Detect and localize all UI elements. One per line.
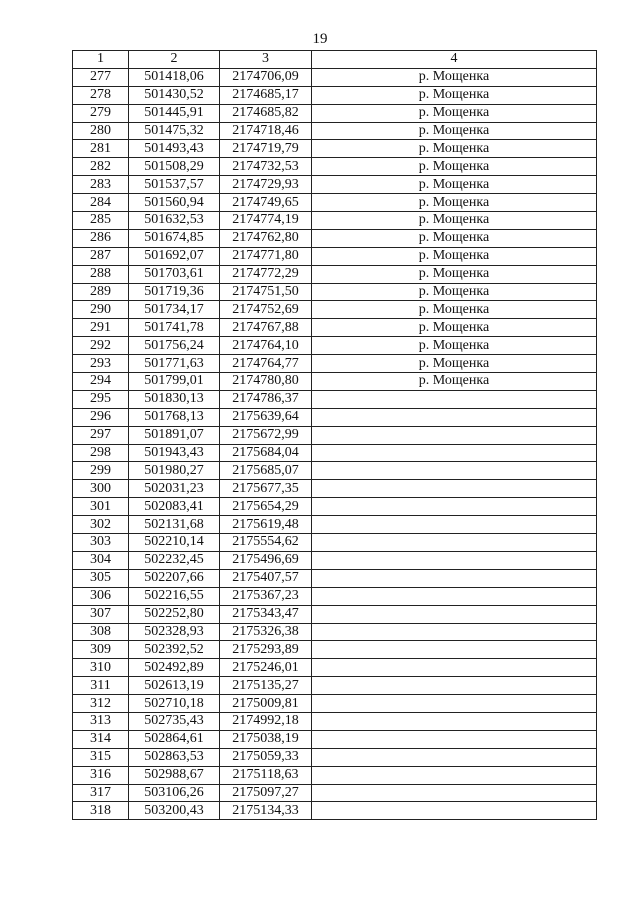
- x-coordinate-cell: 501980,27: [129, 462, 220, 480]
- table-row: [73, 355, 597, 373]
- point-number-cell: 277: [73, 68, 129, 86]
- point-number-cell: 314: [73, 730, 129, 748]
- point-number-cell: 283: [73, 176, 129, 194]
- point-number-cell: 297: [73, 426, 129, 444]
- x-coordinate-cell: 502131,68: [129, 516, 220, 534]
- x-coordinate-cell: 501493,43: [129, 140, 220, 158]
- x-coordinate-cell: 502328,93: [129, 623, 220, 641]
- y-coordinate-cell: 2174780,80: [220, 373, 312, 391]
- table-row: [73, 86, 597, 104]
- table-header-row: [73, 51, 597, 69]
- table-row: [73, 695, 597, 713]
- point-number-cell: 313: [73, 712, 129, 730]
- x-coordinate-cell: 501703,61: [129, 265, 220, 283]
- point-number-cell: 318: [73, 802, 129, 820]
- y-coordinate-cell: 2174706,09: [220, 68, 312, 86]
- y-coordinate-cell: 2175326,38: [220, 623, 312, 641]
- page-number: 19: [312, 31, 328, 47]
- y-coordinate-cell: 2175619,48: [220, 516, 312, 534]
- y-coordinate-cell: 2175496,69: [220, 551, 312, 569]
- point-number-cell: 306: [73, 587, 129, 605]
- x-coordinate-cell: 501830,13: [129, 390, 220, 408]
- x-coordinate-cell: 502613,19: [129, 677, 220, 695]
- description-cell: р. Мощенка: [312, 140, 597, 158]
- x-coordinate-cell: 501756,24: [129, 337, 220, 355]
- point-number-cell: 317: [73, 784, 129, 802]
- y-coordinate-cell: 2175407,57: [220, 569, 312, 587]
- y-coordinate-cell: 2174992,18: [220, 712, 312, 730]
- y-coordinate-cell: 2174749,65: [220, 194, 312, 212]
- point-number-cell: 312: [73, 695, 129, 713]
- table-row: [73, 551, 597, 569]
- y-coordinate-cell: 2175685,07: [220, 462, 312, 480]
- x-coordinate-cell: 501508,29: [129, 158, 220, 176]
- x-coordinate-cell: 501445,91: [129, 104, 220, 122]
- y-coordinate-cell: 2175009,81: [220, 695, 312, 713]
- point-number-cell: 293: [73, 355, 129, 373]
- y-coordinate-cell: 2174718,46: [220, 122, 312, 140]
- x-coordinate-cell: 501943,43: [129, 444, 220, 462]
- x-coordinate-cell: 503200,43: [129, 802, 220, 820]
- table-row: [73, 212, 597, 230]
- y-coordinate-cell: 2174771,80: [220, 247, 312, 265]
- description-cell: [312, 516, 597, 534]
- x-coordinate-cell: 503106,26: [129, 784, 220, 802]
- table-row: [73, 730, 597, 748]
- description-cell: [312, 784, 597, 802]
- y-coordinate-cell: 2175672,99: [220, 426, 312, 444]
- point-number-cell: 280: [73, 122, 129, 140]
- point-number-cell: 305: [73, 569, 129, 587]
- x-coordinate-cell: 501537,57: [129, 176, 220, 194]
- description-cell: р. Мощенка: [312, 104, 597, 122]
- description-cell: [312, 748, 597, 766]
- table-row: [73, 301, 597, 319]
- y-coordinate-cell: 2175135,27: [220, 677, 312, 695]
- y-coordinate-cell: 2174774,19: [220, 212, 312, 230]
- x-coordinate-cell: 501632,53: [129, 212, 220, 230]
- y-coordinate-cell: 2175293,89: [220, 641, 312, 659]
- y-coordinate-cell: 2175134,33: [220, 802, 312, 820]
- y-coordinate-cell: 2174764,10: [220, 337, 312, 355]
- x-coordinate-cell: 502216,55: [129, 587, 220, 605]
- table-row: [73, 104, 597, 122]
- description-cell: р. Мощенка: [312, 158, 597, 176]
- description-cell: [312, 551, 597, 569]
- point-number-cell: 291: [73, 319, 129, 337]
- x-coordinate-cell: 502863,53: [129, 748, 220, 766]
- y-coordinate-cell: 2175654,29: [220, 498, 312, 516]
- table-row: [73, 194, 597, 212]
- description-cell: [312, 712, 597, 730]
- table-row: [73, 140, 597, 158]
- table-row: [73, 766, 597, 784]
- description-cell: р. Мощенка: [312, 86, 597, 104]
- x-coordinate-cell: 502988,67: [129, 766, 220, 784]
- table-row: [73, 247, 597, 265]
- table-row: [73, 569, 597, 587]
- y-coordinate-cell: 2175343,47: [220, 605, 312, 623]
- description-cell: [312, 677, 597, 695]
- description-cell: р. Мощенка: [312, 176, 597, 194]
- point-number-cell: 301: [73, 498, 129, 516]
- table-row: [73, 229, 597, 247]
- table-row: [73, 408, 597, 426]
- description-cell: [312, 623, 597, 641]
- table-row: [73, 748, 597, 766]
- x-coordinate-cell: 502207,66: [129, 569, 220, 587]
- x-coordinate-cell: 501674,85: [129, 229, 220, 247]
- y-coordinate-cell: 2175639,64: [220, 408, 312, 426]
- y-coordinate-cell: 2175367,23: [220, 587, 312, 605]
- table-row: [73, 319, 597, 337]
- point-number-cell: 303: [73, 534, 129, 552]
- point-number-cell: 289: [73, 283, 129, 301]
- y-coordinate-cell: 2175038,19: [220, 730, 312, 748]
- x-coordinate-cell: 501692,07: [129, 247, 220, 265]
- y-coordinate-cell: 2174752,69: [220, 301, 312, 319]
- description-cell: р. Мощенка: [312, 319, 597, 337]
- description-cell: [312, 695, 597, 713]
- description-cell: [312, 766, 597, 784]
- point-number-cell: 296: [73, 408, 129, 426]
- point-number-cell: 292: [73, 337, 129, 355]
- table-row: [73, 659, 597, 677]
- description-cell: р. Мощенка: [312, 122, 597, 140]
- x-coordinate-cell: 502232,45: [129, 551, 220, 569]
- description-cell: [312, 641, 597, 659]
- y-coordinate-cell: 2174786,37: [220, 390, 312, 408]
- table-row: [73, 426, 597, 444]
- description-cell: [312, 480, 597, 498]
- point-number-cell: 300: [73, 480, 129, 498]
- description-cell: р. Мощенка: [312, 337, 597, 355]
- table-row: [73, 265, 597, 283]
- description-cell: [312, 534, 597, 552]
- table-row: [73, 158, 597, 176]
- x-coordinate-cell: 501719,36: [129, 283, 220, 301]
- x-coordinate-cell: 501768,13: [129, 408, 220, 426]
- point-number-cell: 315: [73, 748, 129, 766]
- point-number-cell: 278: [73, 86, 129, 104]
- table-row: [73, 283, 597, 301]
- table-row: [73, 677, 597, 695]
- x-coordinate-cell: 502083,41: [129, 498, 220, 516]
- x-coordinate-cell: 502735,43: [129, 712, 220, 730]
- x-coordinate-cell: 502392,52: [129, 641, 220, 659]
- description-cell: [312, 730, 597, 748]
- x-coordinate-cell: 501741,78: [129, 319, 220, 337]
- description-cell: [312, 659, 597, 677]
- column-header-x: 2: [129, 51, 220, 69]
- table-row: [73, 516, 597, 534]
- point-number-cell: 295: [73, 390, 129, 408]
- y-coordinate-cell: 2174729,93: [220, 176, 312, 194]
- x-coordinate-cell: 502710,18: [129, 695, 220, 713]
- description-cell: р. Мощенка: [312, 301, 597, 319]
- y-coordinate-cell: 2174751,50: [220, 283, 312, 301]
- point-number-cell: 307: [73, 605, 129, 623]
- point-number-cell: 298: [73, 444, 129, 462]
- description-cell: [312, 569, 597, 587]
- table-row: [73, 605, 597, 623]
- description-cell: р. Мощенка: [312, 247, 597, 265]
- x-coordinate-cell: 502031,23: [129, 480, 220, 498]
- table-row: [73, 462, 597, 480]
- point-number-cell: 311: [73, 677, 129, 695]
- point-number-cell: 281: [73, 140, 129, 158]
- description-cell: [312, 498, 597, 516]
- y-coordinate-cell: 2174685,82: [220, 104, 312, 122]
- table-row: [73, 623, 597, 641]
- description-cell: [312, 605, 597, 623]
- point-number-cell: 290: [73, 301, 129, 319]
- point-number-cell: 310: [73, 659, 129, 677]
- table-row: [73, 480, 597, 498]
- table-row: [73, 534, 597, 552]
- point-number-cell: 316: [73, 766, 129, 784]
- table-row: [73, 176, 597, 194]
- x-coordinate-cell: 502492,89: [129, 659, 220, 677]
- column-header-point-number: 1: [73, 51, 129, 69]
- point-number-cell: 302: [73, 516, 129, 534]
- point-number-cell: 299: [73, 462, 129, 480]
- point-number-cell: 279: [73, 104, 129, 122]
- table-row: [73, 122, 597, 140]
- description-cell: р. Мощенка: [312, 283, 597, 301]
- table-row: [73, 68, 597, 86]
- x-coordinate-cell: 501560,94: [129, 194, 220, 212]
- table-row: [73, 712, 597, 730]
- description-cell: р. Мощенка: [312, 355, 597, 373]
- table-row: [73, 373, 597, 391]
- description-cell: [312, 802, 597, 820]
- table-row: [73, 641, 597, 659]
- table-row: [73, 390, 597, 408]
- y-coordinate-cell: 2174719,79: [220, 140, 312, 158]
- point-number-cell: 282: [73, 158, 129, 176]
- description-cell: р. Мощенка: [312, 194, 597, 212]
- table-row: [73, 444, 597, 462]
- description-cell: р. Мощенка: [312, 229, 597, 247]
- table-row: [73, 802, 597, 820]
- table-row: [73, 337, 597, 355]
- point-number-cell: 309: [73, 641, 129, 659]
- y-coordinate-cell: 2174762,80: [220, 229, 312, 247]
- description-cell: [312, 462, 597, 480]
- description-cell: [312, 444, 597, 462]
- description-cell: [312, 408, 597, 426]
- x-coordinate-cell: 502864,61: [129, 730, 220, 748]
- y-coordinate-cell: 2174764,77: [220, 355, 312, 373]
- x-coordinate-cell: 501734,17: [129, 301, 220, 319]
- point-number-cell: 287: [73, 247, 129, 265]
- x-coordinate-cell: 501475,32: [129, 122, 220, 140]
- y-coordinate-cell: 2174732,53: [220, 158, 312, 176]
- x-coordinate-cell: 502210,14: [129, 534, 220, 552]
- description-cell: р. Мощенка: [312, 265, 597, 283]
- table-row: [73, 498, 597, 516]
- y-coordinate-cell: 2175118,63: [220, 766, 312, 784]
- table-body: [73, 68, 597, 819]
- description-cell: [312, 426, 597, 444]
- y-coordinate-cell: 2175246,01: [220, 659, 312, 677]
- description-cell: р. Мощенка: [312, 373, 597, 391]
- point-number-cell: 286: [73, 229, 129, 247]
- description-cell: р. Мощенка: [312, 212, 597, 230]
- x-coordinate-cell: 501799,01: [129, 373, 220, 391]
- point-number-cell: 308: [73, 623, 129, 641]
- y-coordinate-cell: 2175097,27: [220, 784, 312, 802]
- point-number-cell: 294: [73, 373, 129, 391]
- x-coordinate-cell: 502252,80: [129, 605, 220, 623]
- y-coordinate-cell: 2175554,62: [220, 534, 312, 552]
- table-row: [73, 784, 597, 802]
- point-number-cell: 304: [73, 551, 129, 569]
- point-number-cell: 285: [73, 212, 129, 230]
- y-coordinate-cell: 2175677,35: [220, 480, 312, 498]
- y-coordinate-cell: 2175684,04: [220, 444, 312, 462]
- y-coordinate-cell: 2174685,17: [220, 86, 312, 104]
- point-number-cell: 288: [73, 265, 129, 283]
- column-header-y: 3: [220, 51, 312, 69]
- column-header-description: 4: [312, 51, 597, 69]
- table-row: [73, 587, 597, 605]
- description-cell: [312, 390, 597, 408]
- description-cell: р. Мощенка: [312, 68, 597, 86]
- y-coordinate-cell: 2175059,33: [220, 748, 312, 766]
- description-cell: [312, 587, 597, 605]
- x-coordinate-cell: 501771,63: [129, 355, 220, 373]
- x-coordinate-cell: 501430,52: [129, 86, 220, 104]
- y-coordinate-cell: 2174767,88: [220, 319, 312, 337]
- coordinates-table: [72, 50, 597, 820]
- point-number-cell: 284: [73, 194, 129, 212]
- y-coordinate-cell: 2174772,29: [220, 265, 312, 283]
- x-coordinate-cell: 501418,06: [129, 68, 220, 86]
- x-coordinate-cell: 501891,07: [129, 426, 220, 444]
